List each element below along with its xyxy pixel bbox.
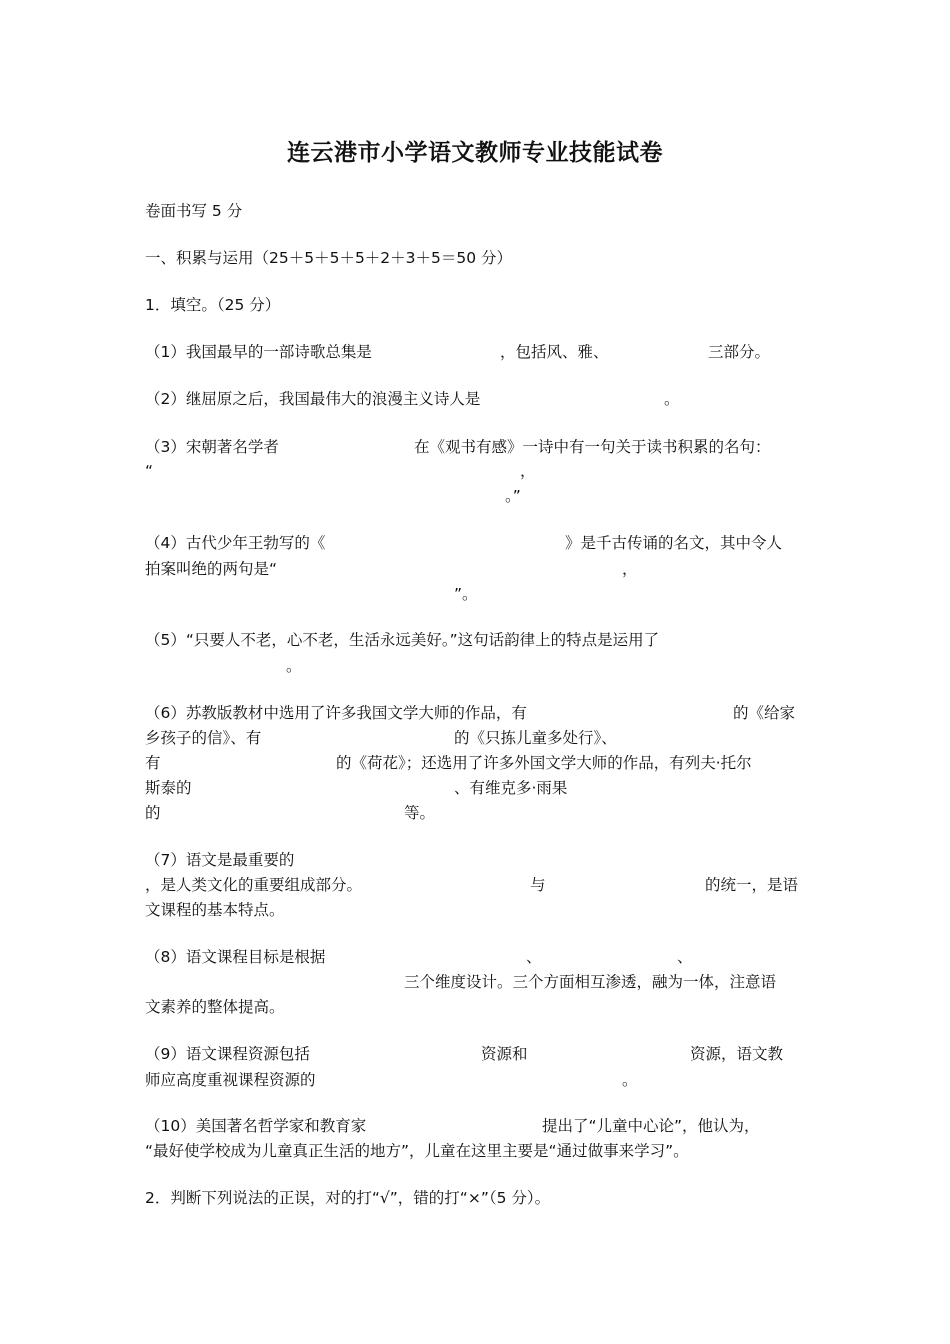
item-6-text-h: 、有维克多·雨果 bbox=[454, 779, 568, 797]
item-3-text-e: 。” bbox=[505, 487, 521, 505]
item-9-text-e: 。 bbox=[622, 1071, 638, 1089]
item-6-text-f: 的《荷花》；还选用了许多外国文学大师的作品，有列夫·托尔 bbox=[336, 754, 752, 772]
item-2-text-a: （2）继屈原之后，我国最伟大的浪漫主义诗人是 bbox=[145, 390, 481, 408]
item-8-text-d: 三个维度设计。三个方面相互渗透，融为一体，注意语 bbox=[404, 973, 777, 991]
item-10-text-a: （10）美国著名哲学家和教育家 bbox=[145, 1117, 367, 1135]
score-note: 卷面书写 5 分 bbox=[145, 202, 243, 220]
item-6-text-j: 等。 bbox=[404, 804, 436, 822]
item-8-text-c: 、 bbox=[677, 948, 693, 966]
item-4-text-a: （4）古代少年王勃写的《 bbox=[145, 534, 326, 552]
item-3-text-c: “ bbox=[145, 462, 154, 480]
item-1-text-b: ，包括风、雅、 bbox=[500, 343, 609, 361]
item-10-text-b: 提出了“儿童中心论”，他认为， bbox=[542, 1117, 760, 1135]
question-2-header: 2．判断下列说法的正误，对的打“√”，错的打“×”（5 分）。 bbox=[145, 1189, 551, 1207]
item-7-text-a: （7）语文是最重要的 bbox=[145, 851, 295, 869]
item-3-text-b: 在《观书有感》一诗中有一句关于读书积累的名句： bbox=[414, 438, 771, 456]
item-6-text-c: 乡孩子的信》、有 bbox=[145, 729, 262, 747]
item-7-text-e: 文课程的基本特点。 bbox=[145, 901, 285, 919]
section-heading: 一、积累与运用（25＋5＋5＋5＋2＋3＋5＝50 分） bbox=[145, 249, 513, 267]
item-3-text-d: ， bbox=[520, 462, 536, 480]
item-6-text-a: （6）苏教版教材中选用了许多我国文学大师的作品，有 bbox=[145, 704, 527, 722]
item-6-text-b: 的《给家 bbox=[733, 704, 796, 722]
item-1-text-c: 三部分。 bbox=[708, 343, 771, 361]
item-2-text-b: 。 bbox=[664, 390, 680, 408]
item-5-text-b: 。 bbox=[286, 657, 302, 675]
item-1-text-a: （1）我国最早的一部诗歌总集是 bbox=[145, 343, 372, 361]
item-9-text-c: 资源，语文教 bbox=[690, 1045, 784, 1063]
page-title: 连云港市小学语文教师专业技能试卷 bbox=[287, 140, 663, 166]
item-6-text-d: 的《只拣儿童多处行》、 bbox=[454, 729, 617, 747]
item-6-text-g: 斯泰的 bbox=[145, 779, 192, 797]
item-7-text-b: ，是人类文化的重要组成部分。 bbox=[145, 876, 363, 894]
item-3-text-a: （3）宋朝著名学者 bbox=[145, 438, 279, 456]
item-7-text-c: 与 bbox=[530, 876, 546, 894]
item-7-text-d: 的统一，是语 bbox=[705, 876, 799, 894]
item-6-text-i: 的 bbox=[145, 804, 161, 822]
question-1-header: 1．填空。（25 分） bbox=[145, 296, 281, 314]
item-5-text-a: （5）“只要人不老，心不老，生活永远美好。”这句话韵律上的特点是运用了 bbox=[145, 631, 660, 649]
item-8-text-b: 、 bbox=[526, 948, 542, 966]
item-8-text-a: （8）语文课程目标是根据 bbox=[145, 948, 326, 966]
item-10-text-c: “最好使学校成为儿童真正生活的地方”，儿童在这里主要是“通过做事来学习”。 bbox=[145, 1142, 689, 1160]
item-9-text-a: （9）语文课程资源包括 bbox=[145, 1045, 310, 1063]
item-9-text-d: 师应高度重视课程资源的 bbox=[145, 1071, 316, 1089]
item-4-text-c: 拍案叫绝的两句是“ bbox=[145, 560, 278, 578]
item-4-text-d: ， bbox=[622, 560, 638, 578]
item-8-text-e: 文素养的整体提高。 bbox=[145, 998, 285, 1016]
item-4-text-b: 》是千古传诵的名文，其中令人 bbox=[565, 534, 783, 552]
item-4-text-e: ”。 bbox=[454, 585, 478, 603]
item-6-text-e: 有 bbox=[145, 754, 161, 772]
item-9-text-b: 资源和 bbox=[481, 1045, 528, 1063]
